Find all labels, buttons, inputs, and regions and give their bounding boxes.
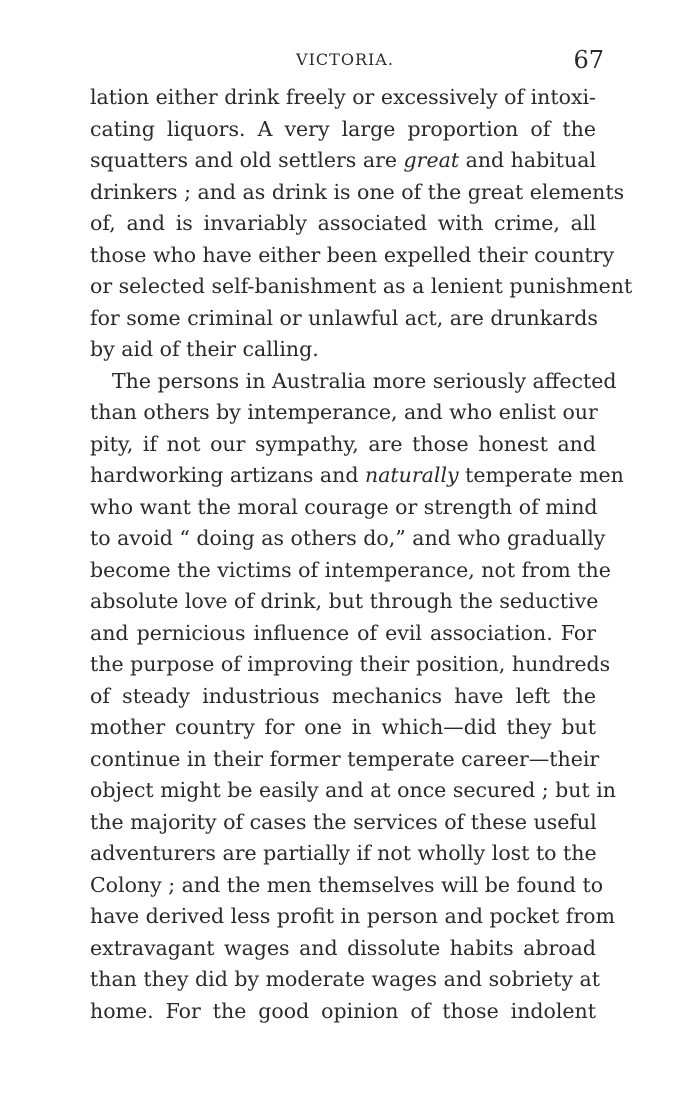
text-line bbox=[90, 429, 596, 461]
text-segment: adventurers are partially if not wholly lost to the bbox=[90, 841, 597, 865]
text-segment: than others by intemperance, and who enlist our bbox=[90, 400, 598, 424]
text-line bbox=[90, 82, 596, 114]
text-segment: become the victims of intemperance, not from the bbox=[90, 557, 611, 582]
text-line bbox=[90, 366, 617, 398]
text-segment: or selected self-banishment as a lenient punishment bbox=[90, 274, 633, 298]
text-segment: continue in their former temperate career—their bbox=[90, 746, 600, 771]
italic-emphasis: great bbox=[403, 148, 460, 172]
text-segment: pity, if not our sympathy, are those honest and bbox=[90, 431, 596, 456]
body-text bbox=[90, 82, 633, 1027]
text-segment: mother country for one in which—did they but bbox=[90, 715, 596, 739]
text-segment: home. For the good opinion of those indolent bbox=[90, 998, 596, 1023]
italic-emphasis: naturally bbox=[365, 463, 459, 487]
text-segment: Colony ; and the men themselves will be found to bbox=[90, 872, 604, 897]
text-line bbox=[90, 177, 625, 209]
text-line bbox=[90, 145, 596, 177]
text-segment: the majority of cases the services of these useful bbox=[90, 809, 597, 834]
text-segment: those who have either been expelled their country bbox=[90, 242, 615, 267]
text-segment: for some criminal or unlawful act, are drunkards bbox=[90, 305, 598, 330]
running-title: VICTORIA. bbox=[296, 50, 394, 69]
text-line bbox=[90, 649, 611, 681]
text-line bbox=[90, 397, 596, 429]
running-head bbox=[90, 46, 604, 74]
text-segment: temperate men bbox=[458, 463, 624, 487]
text-line bbox=[90, 271, 633, 303]
text-line bbox=[90, 586, 599, 618]
text-line bbox=[90, 933, 596, 965]
text-segment: and pernicious influence of evil association. For bbox=[90, 620, 596, 645]
text-line bbox=[90, 901, 615, 933]
text-line bbox=[90, 114, 596, 146]
text-line bbox=[90, 807, 596, 839]
text-line bbox=[90, 460, 624, 492]
text-line bbox=[90, 870, 604, 902]
text-segment: object might be easily and at once secured ; but in bbox=[90, 778, 617, 802]
text-segment: lation either drink freely or excessively of intoxi- bbox=[90, 85, 596, 109]
text-segment: cating liquors. A very large proportion of the bbox=[90, 116, 596, 141]
text-segment: of, and is invariably associated with crime, all bbox=[90, 211, 596, 235]
text-segment: and habitual bbox=[459, 148, 597, 172]
text-line bbox=[90, 555, 611, 587]
text-segment: hardworking artizans and bbox=[90, 463, 365, 487]
text-segment: to avoid “ doing as others do,” and who gradually bbox=[90, 526, 606, 550]
text-line bbox=[90, 712, 596, 744]
text-line bbox=[90, 775, 617, 807]
text-segment: the purpose of improving their position, hundreds bbox=[90, 652, 611, 676]
text-line bbox=[90, 303, 596, 335]
page-number: 67 bbox=[573, 46, 604, 74]
text-segment: absolute love of drink, but through the seductive bbox=[90, 589, 599, 613]
text-line bbox=[90, 618, 596, 650]
text-line bbox=[90, 744, 600, 776]
text-segment: drinkers ; and as drink is one of the great elements bbox=[90, 179, 625, 204]
text-line bbox=[90, 492, 596, 524]
text-segment: by aid of their calling. bbox=[90, 337, 319, 361]
text-line bbox=[90, 523, 606, 555]
text-segment: have derived less profit in person and pocket from bbox=[90, 904, 615, 928]
text-line bbox=[90, 334, 596, 366]
text-segment: squatters and old settlers are bbox=[90, 148, 404, 172]
text-segment: of steady industrious mechanics have left the bbox=[90, 683, 596, 708]
text-line bbox=[90, 996, 596, 1028]
text-segment: The persons in Australia more seriously affected bbox=[112, 368, 617, 393]
text-segment: who want the moral courage or strength of mind bbox=[90, 494, 598, 519]
text-segment: than they did by moderate wages and sobriety at bbox=[90, 967, 600, 991]
text-line bbox=[90, 681, 596, 713]
text-line bbox=[90, 838, 596, 870]
text-line bbox=[90, 208, 596, 240]
text-segment: extravagant wages and dissolute habits abroad bbox=[90, 935, 596, 960]
text-line bbox=[90, 240, 615, 272]
text-line bbox=[90, 964, 600, 996]
